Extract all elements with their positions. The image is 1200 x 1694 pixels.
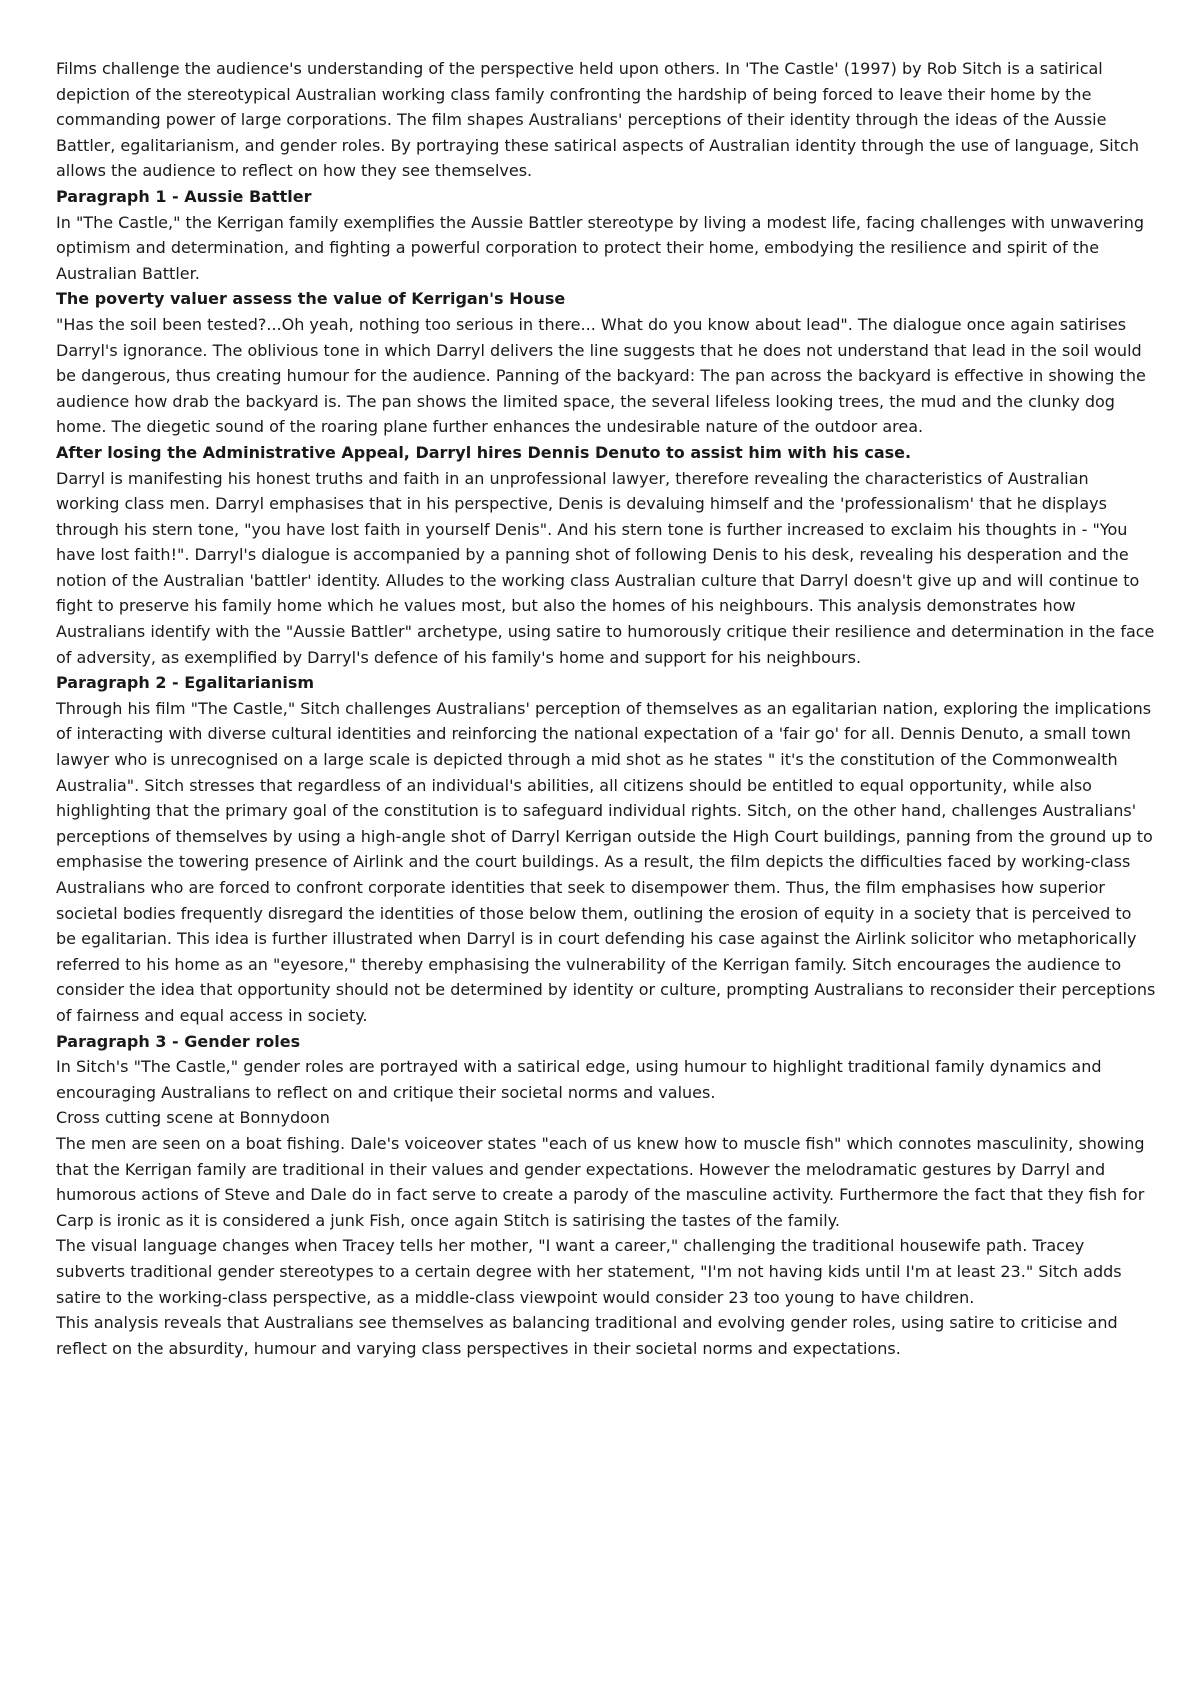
paragraph-2-body: Through his film "The Castle," Sitch challenges Australians' perception of themselves as an egalitarian nation, exploring the implications of interacting with diverse cultural identities and reinforcing the national expectation of a 'fair go' for all. Dennis Denuto, a small town lawyer who is unrecognised on a large scale is depicted through a mid shot as he states " it's the constitution of the Commonwealth Australia". Sitch stresses that regardless of an individual's abilities, all citizens should be entitled to equal opportunity, while also highlighting that the primary goal of the constitution is to safeguard individual rights. Sitch, on the other hand, challenges Australians' perceptions of themselves by using a high-angle shot of Darryl Kerrigan outside the High Court buildings, panning from the ground up to emphasise the towering presence of Airlink and the court buildings. As a result, the film depicts the difficulties faced by working-class Australians who are forced to confront corporate identities that seek to disempower them. Thus, the film emphasises how superior societal bodies frequently disregard the identities of those below them, outlining the erosion of equity in a society that is perceived to be egalitarian. This idea is further illustrated when Darryl is in court defending his case against the Airlink solicitor who metaphorically referred to his home as an "eyesore," thereby emphasising the vulnerability of the Kerrigan family. Sitch encourages the audience to consider the idea that opportunity should not be determined by identity or culture, prompting Australians to reconsider their perceptions of fairness and equal access in society.	[56, 698, 1156, 1025]
paragraph-3-scene-body: The men are seen on a boat fishing. Dale's voiceover states "each of us knew how to muscle fish" which connotes masculinity, showing that the Kerrigan family are traditional in their values and gender expectations. However the melodramatic gestures by Darryl and humorous actions of Steve and Dale do in fact serve to create a parody of the masculine activity. Furthermore the fact that they fish for Carp is ironic as it is considered a junk Fish, once again Stitch is satirising the tastes of the family.	[56, 1133, 1145, 1230]
paragraph-3-scene-title: Cross cutting scene at Bonnydoon	[56, 1108, 330, 1128]
paragraph-3-heading: Paragraph 3 - Gender roles	[56, 1031, 301, 1051]
paragraph-1-scene-1-title: The poverty valuer assess the value of Kerrigan's House	[56, 289, 566, 309]
intro-paragraph: Films challenge the audience's understanding of the perspective held upon others. In 'The Castle' (1997) by Rob Sitch is a satirical depiction of the stereotypical Australian working class family confronting the hardship of being forced to leave their home by the commanding power of large corporations. The film shapes Australians' perceptions of their identity through the ideas of the Aussie Battler, egalitarianism, and gender roles. By portraying these satirical aspects of Australian identity through the use of language, Sitch allows the audience to reflect on how they see themselves.	[56, 59, 1139, 181]
paragraph-1-scene-2-title: After losing the Administrative Appeal, Darryl hires Dennis Denuto to assist him with his case.	[56, 442, 912, 462]
paragraph-3-conclusion: This analysis reveals that Australians see themselves as balancing traditional and evolving gender roles, using satire to criticise and reflect on the absurdity, humour and varying class perspectives in their societal norms and expectations.	[56, 1313, 1118, 1358]
paragraph-3-intro: In Sitch's "The Castle," gender roles are portrayed with a satirical edge, using humour to highlight traditional family dynamics and encouraging Australians to reflect on and critique their societal norms and values.	[56, 1057, 1102, 1102]
paragraph-2-heading: Paragraph 2 - Egalitarianism	[56, 673, 315, 693]
paragraph-3-body-2: The visual language changes when Tracey tells her mother, "I want a career," challenging the traditional housewife path. Tracey subverts traditional gender stereotypes to a certain degree with her statement, "I'm not having kids until I'm at least 23." Sitch adds satire to the working-class perspective, as a middle-class viewpoint would consider 23 too young to have children.	[56, 1236, 1122, 1307]
paragraph-1-intro: In "The Castle," the Kerrigan family exemplifies the Aussie Battler stereotype by living a modest life, facing challenges with unwavering optimism and determination, and fighting a powerful corporation to protect their home, embodying the resilience and spirit of the Australian Battler.	[56, 212, 1145, 283]
paragraph-1-scene-1-body: "Has the soil been tested?...Oh yeah, nothing too serious in there... What do you know about lead". The dialogue once again satirises Darryl's ignorance. The oblivious tone in which Darryl delivers the line suggests that he does not understand that lead in the soil would be dangerous, thus creating humour for the audience. Panning of the backyard: The pan across the backyard is effective in showing the audience how drab the backyard is. The pan shows the limited space, the several lifeless looking trees, the mud and the clunky dog home. The diegetic sound of the roaring plane further enhances the undesirable nature of the outdoor area.	[56, 314, 1146, 437]
document-page	[56, 56, 1156, 1361]
paragraph-1-scene-2-body: Darryl is manifesting his honest truths and faith in an unprofessional lawyer, therefore revealing the characteristics of Australian working class men. Darryl emphasises that in his perspective, Denis is devaluing himself and the 'professionalism' that he displays through his stern tone, "you have lost faith in yourself Denis". And his stern tone is further increased to exclaim his thoughts in - "You have lost faith!". Darryl's dialogue is accompanied by a panning shot of following Denis to his desk, revealing his desperation and the notion of the Australian 'battler' identity. Alludes to the working class Australian culture that Darryl doesn't give up and will continue to fight to preserve his family home which he values most, but also the homes of his neighbours. This analysis demonstrates how Australians identify with the "Aussie Battler" archetype, using satire to humorously critique their resilience and determination in the face of adversity, as exemplified by Darryl's defence of his family's home and support for his neighbours.	[56, 468, 1155, 667]
paragraph-1-heading: Paragraph 1 - Aussie Battler	[56, 186, 312, 206]
